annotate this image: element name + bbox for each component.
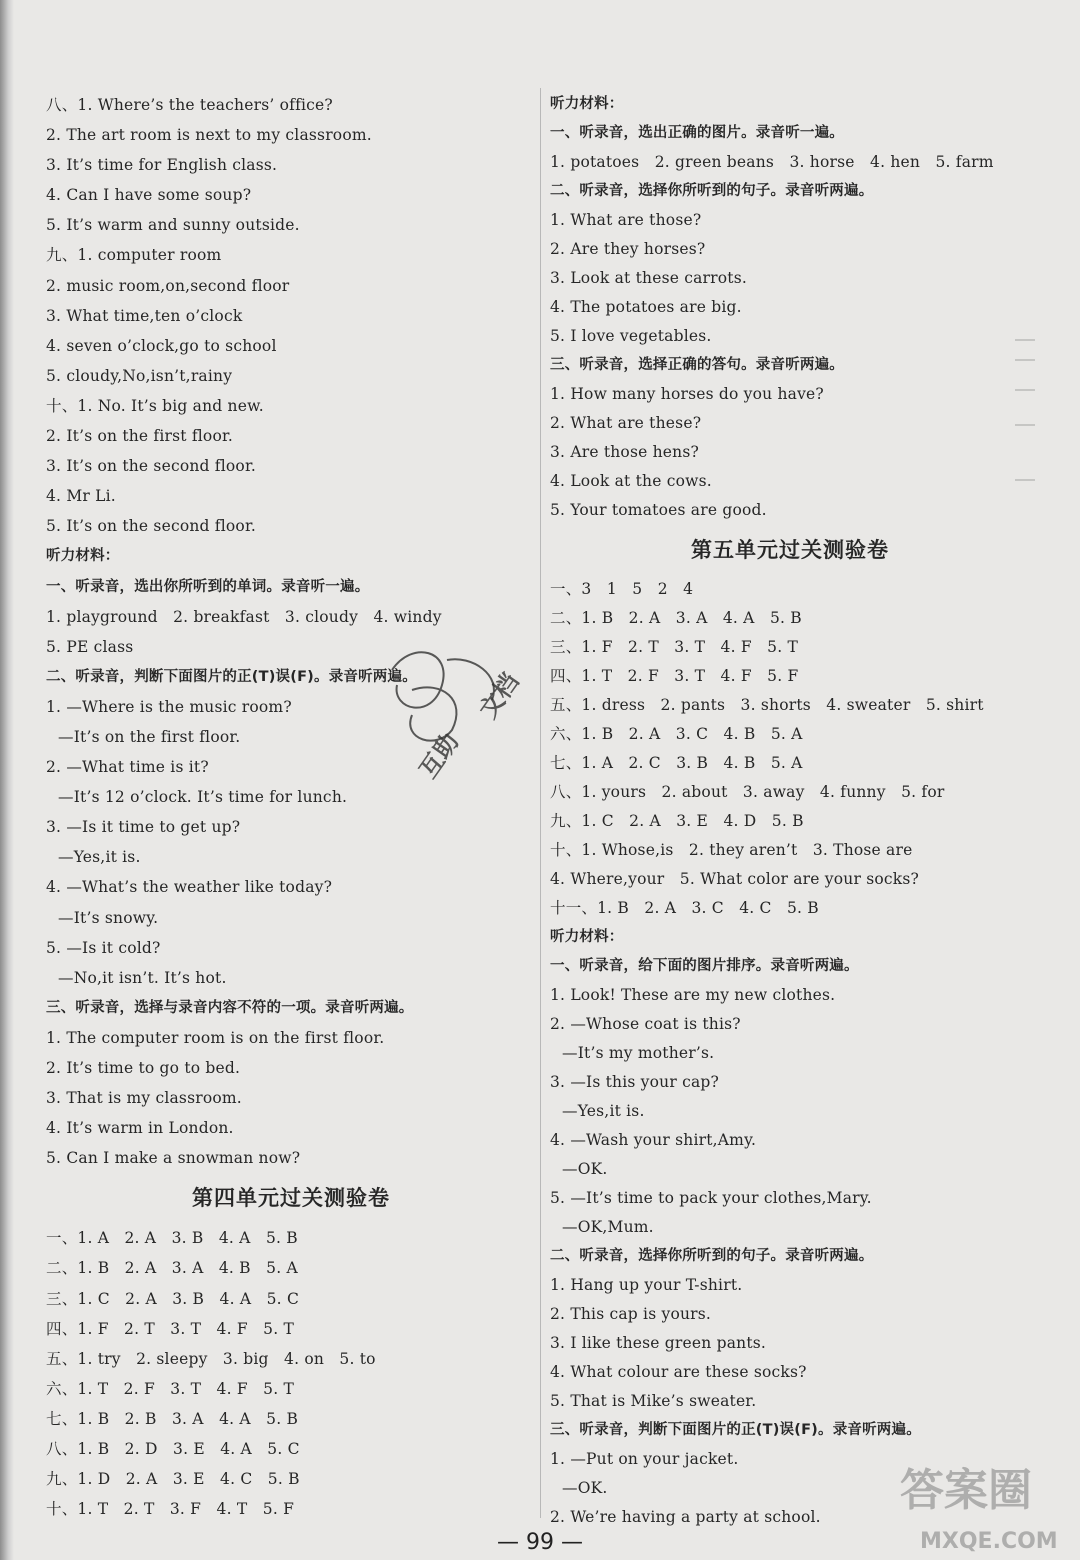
stamp-logo: [372, 630, 542, 800]
text-line: 2. —Whose coat is this?: [550, 1015, 741, 1033]
text-line: 5. Can I make a snowman now?: [46, 1149, 301, 1168]
text-line: 5. That is Mike’s sweater.: [550, 1392, 757, 1410]
text-line: 十、1. Whose,is 2. they aren’t 3. Those are: [550, 841, 913, 859]
section-header: 三、听录音，选择正确的答句。录音听两遍。: [550, 357, 844, 373]
text-line: 3. What time,ten o’clock: [46, 306, 243, 325]
text-line: —Yes,it is.: [562, 1102, 645, 1120]
text-line: 2. It’s on the first floor.: [46, 427, 234, 446]
text-line: 4. —Wash your shirt,Amy.: [550, 1131, 757, 1149]
text-line: 1. Look! These are my new clothes.: [550, 986, 836, 1004]
text-line: 五、1. dress 2. pants 3. shorts 4. sweater 5. shirt: [550, 696, 984, 714]
text-line: 3. It’s on the second floor.: [46, 457, 256, 476]
section-title: 第五单元过关测验卷: [691, 537, 889, 562]
text-line: 4. Mr Li.: [46, 487, 116, 506]
section-header: 二、听录音，判断下面图片的正(T)误(F)。录音听两遍。: [46, 668, 417, 685]
text-line: 3. —Is this your cap?: [550, 1073, 720, 1091]
text-line: 5. cloudy,No,isn’t,rainy: [46, 366, 233, 385]
section-header: 三、听录音，判断下面图片的正(T)误(F)。录音听两遍。: [550, 1422, 921, 1438]
text-line: 5. Your tomatoes are good.: [550, 501, 767, 519]
text-line: 三、1. F 2. T 3. T 4. F 5. T: [550, 638, 799, 656]
text-line: 5. —It’s time to pack your clothes,Mary.: [550, 1189, 872, 1207]
text-line: —It’s on the first floor.: [58, 727, 241, 746]
section-header: 一、听录音，给下面的图片排序。录音听两遍。: [550, 958, 859, 974]
svg-text:文档: 文档: [473, 668, 525, 724]
text-line: 十、1. T 2. T 3. F 4. T 5. F: [46, 1500, 295, 1519]
left-column: [46, 90, 536, 1524]
text-line: 4. Where,your 5. What color are your socks?: [550, 870, 920, 888]
right-column: [550, 90, 1030, 1532]
text-line: 九、1. C 2. A 3. E 4. D 5. B: [550, 812, 804, 830]
section-title: 第四单元过关测验卷: [192, 1185, 390, 1211]
svg-text:MXQE.COM: MXQE.COM: [920, 1529, 1058, 1554]
text-line: 五、1. try 2. sleepy 3. big 4. on 5. to: [46, 1349, 376, 1368]
text-line: 3. Look at these carrots.: [550, 269, 748, 287]
text-line: 1. playground 2. breakfast 3. cloudy 4. windy: [46, 607, 442, 626]
section-header: 一、听录音，选出正确的图片。录音听一遍。: [550, 125, 844, 141]
text-line: 一、3 1 5 2 4: [550, 580, 694, 598]
text-line: 八、1. Where’s the teachers’ office?: [46, 96, 333, 114]
text-line: —OK,Mum.: [562, 1218, 654, 1236]
text-line: 4. seven o’clock,go to school: [46, 336, 277, 355]
text-line: 四、1. T 2. F 3. T 4. F 5. F: [550, 667, 799, 685]
text-line: 4. Look at the cows.: [550, 472, 712, 490]
text-line: —OK.: [562, 1160, 608, 1178]
text-line: 3. —Is it time to get up?: [46, 818, 241, 837]
text-line: 八、1. B 2. D 3. E 4. A 5. C: [46, 1440, 300, 1459]
text-line: —It’s 12 o’clock. It’s time for lunch.: [58, 788, 348, 807]
svg-text:答案圈: 答案圈: [900, 1465, 1032, 1516]
text-line: 九、1. D 2. A 3. E 4. C 5. B: [46, 1470, 300, 1489]
section-header: 听力材料：: [550, 96, 624, 112]
text-line: 2. —What time is it?: [46, 758, 209, 777]
text-line: 5. —Is it cold?: [46, 938, 161, 957]
text-line: 十、1. No. It’s big and new.: [46, 396, 264, 415]
section-header: 二、听录音，选择你所听到的句子。录音听两遍。: [550, 183, 874, 199]
text-line: 六、1. B 2. A 3. C 4. B 5. A: [550, 725, 803, 743]
text-line: 十一、1. B 2. A 3. C 4. C 5. B: [550, 899, 819, 917]
text-line: 四、1. F 2. T 3. T 4. F 5. T: [46, 1319, 295, 1338]
text-line: 4. What colour are these socks?: [550, 1363, 807, 1381]
text-line: 2. music room,on,second floor: [46, 276, 290, 295]
text-line: 3. I like these green pants.: [550, 1334, 767, 1352]
text-line: 2. It’s time to go to bed.: [46, 1059, 241, 1077]
text-line: 5. PE class: [46, 637, 134, 656]
text-line: 3. Are those hens?: [550, 443, 700, 461]
text-line: 3. It’s time for English class.: [46, 156, 278, 175]
text-line: 2. This cap is yours.: [550, 1305, 712, 1323]
text-line: —No,it isn’t. It’s hot.: [58, 968, 227, 987]
section-header: 二、听录音，选择你所听到的句子。录音听两遍。: [550, 1248, 874, 1264]
section-header: 听力材料：: [550, 929, 624, 945]
text-line: —It’s my mother’s.: [562, 1044, 715, 1062]
text-line: 2. What are these?: [550, 414, 702, 432]
text-line: —It’s snowy.: [58, 908, 159, 927]
text-line: 1. —Put on your jacket.: [550, 1450, 739, 1468]
text-line: 4. It’s warm in London.: [46, 1119, 234, 1138]
text-line: 1. Hang up your T-shirt.: [550, 1276, 743, 1294]
text-line: 七、1. A 2. C 3. B 4. B 5. A: [550, 754, 803, 772]
text-line: 1. potatoes 2. green beans 3. horse 4. hen 5. farm: [550, 153, 994, 171]
text-line: 九、1. computer room: [46, 246, 222, 265]
section-header: 三、听录音，选择与录音内容不符的一项。录音听两遍。: [46, 999, 414, 1016]
text-line: 六、1. T 2. F 3. T 4. F 5. T: [46, 1379, 295, 1398]
svg-text:互助: 互助: [413, 728, 465, 784]
text-line: 2. Are they horses?: [550, 240, 706, 258]
text-line: 三、1. C 2. A 3. B 4. A 5. C: [46, 1289, 299, 1308]
text-line: 1. What are those?: [550, 211, 702, 229]
text-line: 八、1. yours 2. about 3. away 4. funny 5. for: [550, 783, 945, 801]
text-line: 5. It’s on the second floor.: [46, 517, 256, 536]
text-line: 4. —What’s the weather like today?: [46, 878, 333, 897]
page-number: — 99 —: [497, 1530, 583, 1555]
text-line: 二、1. B 2. A 3. A 4. B 5. A: [46, 1259, 298, 1278]
text-line: 1. How many horses do you have?: [550, 385, 824, 403]
text-line: —Yes,it is.: [58, 848, 141, 867]
text-line: 5. It’s warm and sunny outside.: [46, 216, 300, 235]
text-line: 二、1. B 2. A 3. A 4. A 5. B: [550, 609, 802, 627]
section-header: 一、听录音，选出你所听到的单词。录音听一遍。: [46, 578, 370, 595]
text-line: 1. —Where is the music room?: [46, 697, 292, 716]
text-line: 4. Can I have some soup?: [46, 186, 252, 205]
text-line: 2. We’re having a party at school.: [550, 1508, 821, 1526]
text-line: 七、1. B 2. B 3. A 4. A 5. B: [46, 1409, 299, 1428]
text-line: 5. I love vegetables.: [550, 327, 712, 345]
margin-marks: [1010, 330, 1070, 500]
text-line: 1. The computer room is on the first floor.: [46, 1028, 385, 1047]
text-line: 3. That is my classroom.: [46, 1089, 242, 1108]
column-divider: [540, 88, 541, 1518]
page-edge-shadow: [0, 0, 14, 1560]
text-line: 一、1. A 2. A 3. B 4. A 5. B: [46, 1229, 298, 1248]
text-line: 2. The art room is next to my classroom.: [46, 126, 372, 145]
text-line: 4. The potatoes are big.: [550, 298, 742, 316]
section-header: 听力材料：: [46, 548, 120, 565]
text-line: —OK.: [562, 1479, 608, 1497]
